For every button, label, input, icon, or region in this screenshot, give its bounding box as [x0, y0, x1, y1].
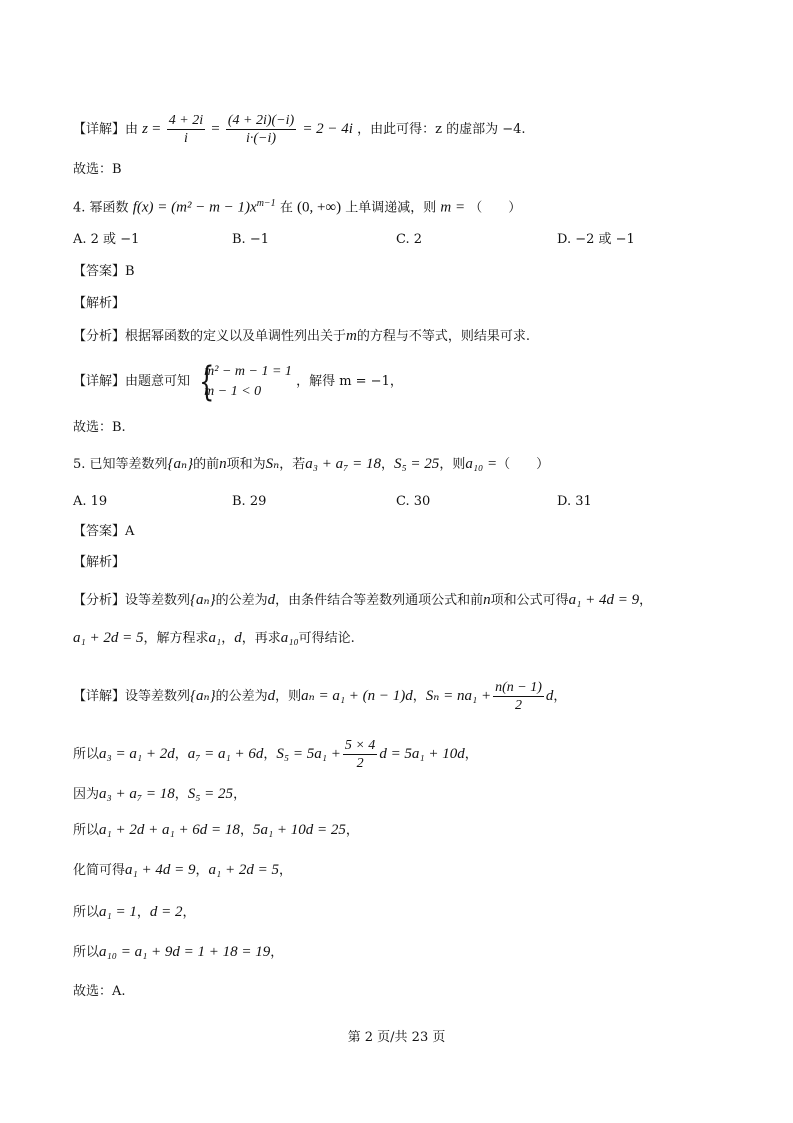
- t: ，再求: [241, 631, 281, 646]
- q4-blank: （ ）: [469, 200, 522, 216]
- q5-seq: {aₙ}: [167, 456, 194, 472]
- t: 的公差为: [215, 593, 268, 608]
- question-4: [73, 194, 521, 218]
- equation-system: [194, 358, 292, 405]
- q4-prefix: 4. 幂函数: [73, 200, 129, 216]
- t: ，: [182, 905, 196, 920]
- t: ，: [464, 747, 478, 762]
- frac-den: 2: [514, 698, 522, 713]
- t: ，由条件结合等差数列通项公式和前: [275, 593, 484, 608]
- q4-detail: [73, 360, 403, 404]
- eq: d = 5a₁ + 10d: [379, 746, 465, 762]
- n: n: [483, 592, 491, 608]
- q5-n: n: [219, 456, 227, 472]
- eq: a₃ = a₁ + 2d: [99, 746, 175, 762]
- q5-answer: 【答案】A: [73, 524, 135, 539]
- t: 所以: [73, 823, 100, 838]
- q5-t3: ，若: [279, 457, 306, 472]
- t: 所以: [73, 747, 100, 762]
- step-1: [73, 734, 478, 775]
- q4-option-a: A. 2 或 −1: [73, 232, 140, 247]
- q5-option-d: D. 31: [557, 494, 592, 509]
- q4-exponent: m−1: [256, 198, 276, 209]
- frac-num: n(n − 1): [495, 680, 542, 695]
- eq: d = 2: [149, 904, 183, 920]
- q4-detail-result: ，解得 m = −1，: [296, 374, 403, 389]
- frac-num: 4 + 2i: [168, 113, 204, 128]
- q5-sn: Sₙ: [265, 456, 280, 472]
- t: ，: [639, 593, 653, 608]
- page-footer: 第 2 页/共 23 页: [347, 1030, 446, 1045]
- a1: a₁: [208, 630, 222, 646]
- q5-blank: （ ）: [497, 457, 550, 472]
- seq: {aₙ}: [190, 688, 216, 704]
- t: ，: [412, 689, 426, 704]
- q4-analysis-text: 【分析】根据幂函数的定义以及单调性列出关于: [73, 329, 347, 344]
- t: ，: [263, 747, 277, 762]
- t: 的公差为: [215, 689, 268, 704]
- eq: S₅ = 25: [187, 786, 234, 802]
- t: ，: [174, 787, 188, 802]
- eq: 5a₁ + 10d = 25: [252, 822, 346, 838]
- q5-option-c: C. 30: [396, 494, 431, 509]
- eq: a₁ + 4d = 9: [125, 862, 196, 878]
- frac-num: 5 × 4: [344, 738, 376, 753]
- d: d: [267, 592, 276, 608]
- t: ，: [136, 905, 150, 920]
- t: 【详解】设等差数列: [73, 689, 191, 704]
- t: 所以: [73, 945, 100, 960]
- step-4: [73, 860, 292, 881]
- eq: a₁ = 1: [99, 904, 137, 920]
- eq: a₁ + 2d = 5: [208, 862, 279, 878]
- t: 所以: [73, 905, 100, 920]
- t: ，: [174, 747, 188, 762]
- t: ，: [239, 823, 253, 838]
- step-2: [73, 784, 246, 805]
- step-6: [73, 942, 283, 963]
- t: ，: [553, 689, 567, 704]
- q5-cond2: S₅ = 25: [393, 456, 440, 472]
- q5-option-b: B. 29: [232, 494, 267, 509]
- question-5: 5. 已知等差数列{aₙ}的前n项和为Sₙ，若a₃ + a₇ = 18，S₅ = 25，则a₁₀ =（ ）: [73, 456, 550, 472]
- detail-line-q3: 【详解】由 z = $\frac{4 + 2i}{i}$ = $\frac{(4 + 2i)(-i)}{i\cdot(-i)}$ = 2 − 4i ，由此可得：z 的虚部为 −4.: [73, 113, 526, 146]
- eq: a₁ + 2d = 5: [73, 630, 144, 646]
- math-result: = 2 − 4i: [302, 121, 353, 137]
- q4-choose: 故选：B.: [73, 420, 126, 435]
- step-5: [73, 902, 196, 923]
- q4-analysis: [73, 326, 530, 347]
- q4-function: f(x) = (m² − m − 1)x: [132, 199, 257, 216]
- eq: a₃ + a₇ = 18: [99, 786, 175, 802]
- q5-choose: 故选：A.: [73, 984, 126, 999]
- math-z: z: [142, 121, 148, 137]
- fraction: [343, 737, 377, 772]
- formula-sn: Sₙ = na₁ +: [425, 688, 492, 704]
- t: ，: [278, 863, 292, 878]
- q5-detail-line: [73, 676, 566, 717]
- q5-cond1: a₃ + a₇ = 18: [305, 456, 381, 472]
- d: d: [234, 630, 242, 646]
- t: ，: [233, 787, 247, 802]
- t: ，则: [275, 689, 302, 704]
- q4-option-c: C. 2: [396, 232, 423, 247]
- q5-a10: a₁₀ =: [465, 456, 498, 472]
- text-conclusion: ，由此可得：z 的虚部为 −4.: [357, 122, 526, 137]
- fraction: [493, 679, 544, 714]
- q4-detail-text: 【详解】由题意可知: [73, 374, 191, 389]
- q4-m: m =: [440, 199, 466, 216]
- q4-interval: (0, +∞): [296, 199, 342, 216]
- a10: a₁₀: [280, 630, 299, 646]
- t: 因为: [73, 787, 100, 802]
- q4-analysis-text2: 的方程与不等式，则结果可求.: [356, 329, 530, 344]
- frac-den: 2: [356, 756, 364, 771]
- q4-text: 在: [279, 200, 293, 216]
- q5-analysis-line2: [73, 628, 355, 649]
- brace-icon: {: [199, 358, 215, 405]
- formula-an: aₙ = a₁ + (n − 1)d: [301, 688, 413, 704]
- q5-option-a: A. 19: [73, 494, 108, 509]
- eq: a₁ + 2d + a₁ + 6d = 18: [99, 822, 240, 838]
- fraction-2: [226, 112, 296, 147]
- q5-t2: 项和为: [226, 457, 266, 472]
- eq: a₁₀ = a₁ + 9d = 1 + 18 = 19: [99, 944, 271, 960]
- system-eq-1: m² − m − 1 = 1: [204, 363, 292, 379]
- frac-den: i·(−i): [245, 131, 277, 146]
- d: d: [545, 688, 554, 704]
- math-eq: =: [152, 121, 161, 137]
- system-eq-2: m − 1 < 0: [204, 383, 262, 399]
- q5-prefix: 5. 已知等差数列: [73, 457, 168, 472]
- eq: a₇ = a₁ + 6d: [187, 746, 264, 762]
- choose-line-q3: 故选：B: [73, 162, 122, 177]
- t: ，: [221, 631, 235, 646]
- q4-text2: 上单调递减，则: [345, 200, 437, 216]
- q4-analysis-heading: 【解析】: [73, 296, 126, 311]
- t: ，: [270, 945, 284, 960]
- frac-num: (4 + 2i)(−i): [227, 113, 295, 128]
- q4-option-b: B. −1: [232, 232, 269, 247]
- step-3: [73, 820, 359, 841]
- t: 化简可得: [73, 863, 126, 878]
- fraction-1: [167, 112, 205, 147]
- frac-den: i: [183, 131, 188, 146]
- t: 项和公式可得: [490, 593, 569, 608]
- q5-analysis-line1: [73, 590, 652, 611]
- t: ，: [345, 823, 359, 838]
- q4-answer: 【答案】B: [73, 264, 135, 279]
- t: ，解方程求: [143, 631, 209, 646]
- eq: S₅ = 5a₁ +: [276, 746, 341, 762]
- label-detail: 【详解】由: [73, 122, 139, 137]
- q5-t4: ，则: [439, 457, 466, 472]
- seq: {aₙ}: [190, 592, 216, 608]
- d: d: [267, 688, 276, 704]
- q5-analysis-heading: 【解析】: [73, 555, 126, 570]
- q5-t1: 的前: [193, 457, 220, 472]
- t: 可得结论.: [298, 631, 355, 646]
- q4-analysis-m: m: [346, 328, 357, 344]
- t: 【分析】设等差数列: [73, 593, 191, 608]
- eq: a₁ + 4d = 9: [568, 592, 640, 608]
- t: ，: [195, 863, 209, 878]
- q4-option-d: D. −2 或 −1: [557, 232, 635, 247]
